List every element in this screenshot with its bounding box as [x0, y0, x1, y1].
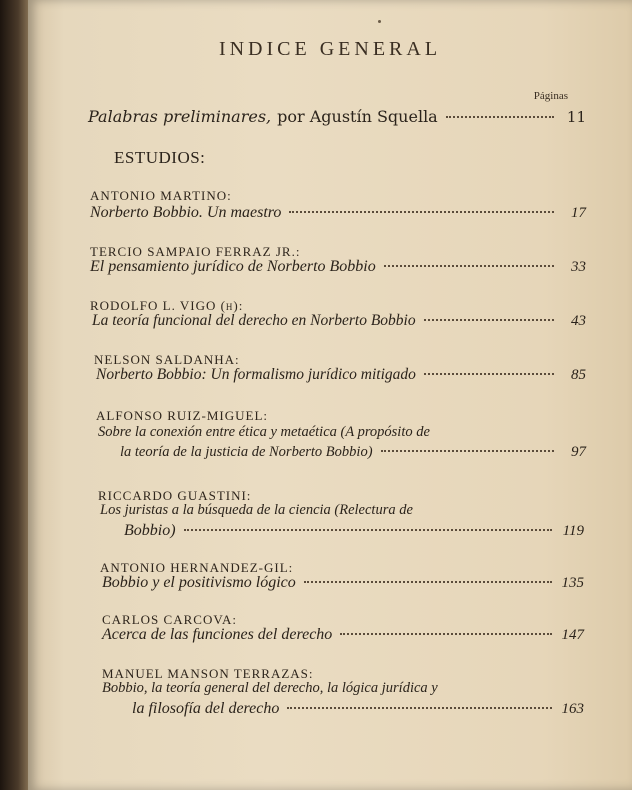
entry-page: 119 [562, 523, 584, 539]
entry-title: La teoría funcional del derecho en Norberto Bobbio [92, 312, 416, 329]
dot-leader [424, 319, 554, 321]
entry-title: El pensamiento jurídico de Norberto Bobbio [90, 258, 376, 275]
entry-title-continued: la filosofía del derecho [132, 700, 280, 717]
entry-page: 147 [561, 627, 584, 643]
dot-leader [184, 529, 552, 531]
entry-author: ANTONIO MARTINO: [90, 188, 232, 203]
entry-title-continued: la teoría de la justicia de Norberto Bobbio) [120, 444, 373, 460]
entry-author: RICCARDO GUASTINI: [98, 488, 252, 503]
prelim-page: 11 [566, 108, 586, 126]
section-heading: ESTUDIOS: [114, 148, 206, 167]
book-spine-shadow [0, 0, 30, 790]
entry-title-line [102, 574, 584, 592]
entry-author: ALFONSO RUIZ-MIGUEL: [96, 408, 269, 423]
entry-author: NELSON SALDANHA: [94, 352, 240, 367]
entry-page: 33 [571, 259, 586, 275]
dot-leader [287, 707, 552, 709]
book-page [28, 0, 632, 790]
entry-title-line [90, 258, 586, 276]
entry-title-line [90, 204, 586, 222]
dot-leader [381, 450, 554, 452]
entry-title: Acerca de las funciones del derecho [102, 626, 333, 643]
entry-title-line [120, 444, 586, 461]
entry-title: Norberto Bobbio. Un maestro [90, 204, 282, 221]
entry-title-line [102, 626, 584, 644]
page-title: INDICE GENERAL [218, 38, 442, 60]
entry-title-line [92, 312, 586, 330]
dot-leader [304, 581, 552, 583]
entry-page: 43 [571, 313, 586, 329]
entry-author: MANUEL MANSON TERRAZAS: [102, 666, 314, 681]
prelim-author: por Agustín Squella [277, 107, 438, 126]
dot-leader [289, 211, 554, 213]
entry-title-line [124, 522, 584, 540]
entry-page: 17 [571, 205, 586, 221]
entry-page: 97 [571, 444, 586, 460]
entry-page: 135 [561, 575, 584, 591]
entry-title: Norberto Bobbio: Un formalismo jurídico mitigado [96, 366, 416, 383]
dot-leader [340, 633, 552, 635]
prelim-title: Palabras preliminares, [88, 107, 272, 126]
entry-title-line [96, 366, 586, 384]
dot-leader [424, 373, 554, 375]
prelim-entry [88, 107, 586, 129]
entry-page: 85 [571, 367, 586, 383]
entry-title: Bobbio y el positivismo lógico [102, 574, 296, 591]
pages-column-label: Páginas [533, 90, 568, 102]
dot-leader [446, 116, 554, 118]
entry-title: Bobbio, la teoría general del derecho, la lógica jurídica y [102, 680, 438, 696]
entry-author: TERCIO SAMPAIO FERRAZ JR.: [90, 244, 301, 259]
entry-title: Sobre la conexión entre ética y metaética (A propósito de [98, 424, 430, 440]
entry-author: CARLOS CARCOVA: [102, 612, 238, 627]
entry-author: ANTONIO HERNANDEZ-GIL: [100, 560, 294, 575]
entry-author: RODOLFO L. VIGO (h): [90, 298, 244, 313]
entry-title: Los juristas a la búsqueda de la ciencia (Relectura de [100, 502, 413, 518]
entry-title-continued: Bobbio) [124, 522, 176, 539]
entry-title-line [132, 700, 584, 718]
dot-leader [384, 265, 554, 267]
print-mark [378, 20, 381, 23]
entry-page: 163 [561, 701, 584, 717]
